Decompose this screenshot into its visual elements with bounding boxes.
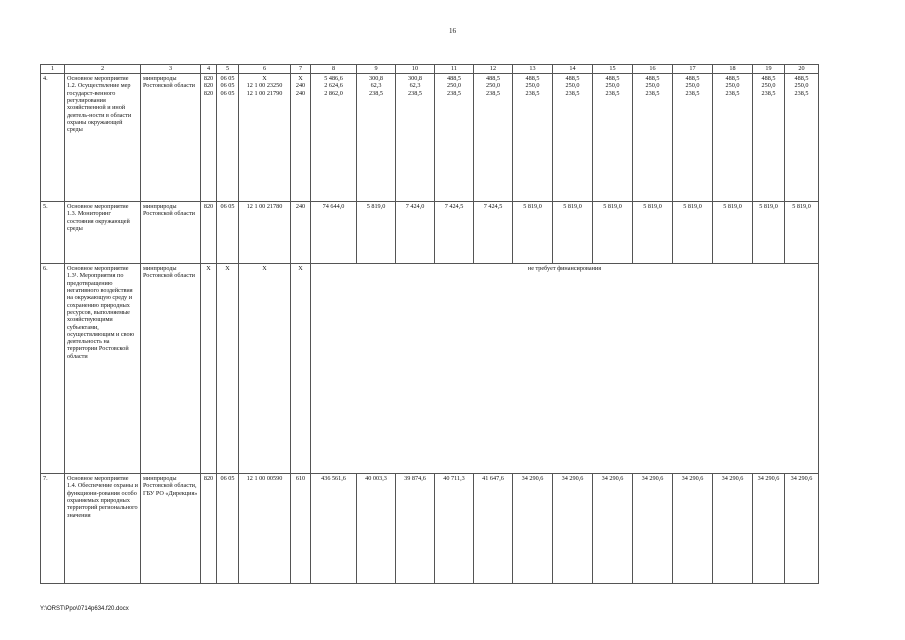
cell-value: 7 424,5 <box>444 203 464 210</box>
value-cell <box>593 202 633 264</box>
cell-value: 238,5 <box>486 89 500 97</box>
value-cell <box>357 474 396 584</box>
value-cell <box>553 474 593 584</box>
value-cell <box>633 202 673 264</box>
value-cell <box>474 202 513 264</box>
value-cell <box>753 474 785 584</box>
row-number: 6. <box>41 264 65 474</box>
cell-value: 250,0 <box>565 82 580 90</box>
cell-value: 250,0 <box>725 82 740 90</box>
cell-value: 5 819,0 <box>603 203 622 210</box>
cell-value: 34 290,6 <box>790 475 813 482</box>
value-cell <box>396 202 435 264</box>
cell-value: 820 <box>203 89 214 97</box>
column-header: 19 <box>753 65 785 74</box>
cell-value: 40 003,3 <box>365 475 387 482</box>
cell-value: 2 862,0 <box>324 89 343 97</box>
cell-value: 5 819,0 <box>792 203 811 210</box>
value-cell <box>633 474 673 584</box>
value-cell <box>217 474 239 584</box>
cell-value: 5 819,0 <box>759 203 778 210</box>
value-cell <box>217 202 239 264</box>
cell-value: 240 <box>295 89 306 97</box>
value-cell <box>753 202 785 264</box>
value-cell <box>311 74 357 202</box>
cell-value: 34 290,6 <box>561 475 584 482</box>
cell-value: 250,0 <box>685 82 700 90</box>
cell-value: 5 819,0 <box>683 203 702 210</box>
value-cell <box>673 202 713 264</box>
cell-value: 610 <box>295 475 306 482</box>
cell-value: 820 <box>203 75 214 82</box>
value-cell <box>785 74 819 202</box>
cell-value: 41 647,6 <box>482 475 504 482</box>
cell-value: 820 <box>203 82 214 90</box>
value-cell <box>291 474 311 584</box>
cell-value: 74 644,0 <box>322 203 345 210</box>
column-header: 7 <box>291 65 311 74</box>
cell-value: 488,5 <box>645 75 660 82</box>
column-header: 20 <box>785 65 819 74</box>
cell-value: X <box>262 265 267 272</box>
column-header: 15 <box>593 65 633 74</box>
cell-value: 240 <box>295 203 306 210</box>
column-header: 6 <box>239 65 291 74</box>
cell-value: 250,0 <box>645 82 660 90</box>
cell-value: 06 05 <box>220 82 235 90</box>
cell-value: 250,0 <box>486 82 500 90</box>
value-cell <box>553 74 593 202</box>
cell-value: 06 05 <box>220 203 235 210</box>
cell-value: 238,5 <box>685 89 700 97</box>
cell-value: 436 561,6 <box>321 475 346 482</box>
value-cell <box>291 74 311 202</box>
value-cell <box>785 202 819 264</box>
column-header: 17 <box>673 65 713 74</box>
column-header: 1 <box>41 65 65 74</box>
column-header: 12 <box>474 65 513 74</box>
value-cell <box>357 202 396 264</box>
value-cell <box>435 202 474 264</box>
column-header: 14 <box>553 65 593 74</box>
value-cell <box>513 202 553 264</box>
executor: минприроды Ростовской области <box>141 202 201 264</box>
cell-value: 238,5 <box>565 89 580 97</box>
cell-value: 238,5 <box>794 89 809 97</box>
event-name: Основное мероприятие 1.3. Мониторинг состояния окружающей среды <box>65 202 141 264</box>
column-header: 11 <box>435 65 474 74</box>
value-cell <box>593 74 633 202</box>
no-financing-note: не требует финансирования <box>311 264 819 474</box>
column-header: 8 <box>311 65 357 74</box>
event-name: Основное мероприятие 1.2. Осуществление мер государст-венного регулирования хозяйственной и иной деятель-ности в области охраны окружающей среды <box>65 74 141 202</box>
column-header: 3 <box>141 65 201 74</box>
cell-value: 488,5 <box>486 75 500 82</box>
cell-value: 250,0 <box>525 82 540 90</box>
cell-value: X <box>206 265 211 272</box>
table-row <box>41 74 819 202</box>
cell-value: 300,8 <box>369 75 383 82</box>
cell-value: 62,3 <box>409 82 421 90</box>
cell-value: 238,5 <box>645 89 660 97</box>
cell-value: X <box>262 75 267 82</box>
cell-value: 5 819,0 <box>643 203 662 210</box>
value-cell <box>396 474 435 584</box>
value-cell <box>291 264 311 474</box>
cell-value: 238,5 <box>761 89 776 97</box>
value-cell <box>239 474 291 584</box>
cell-value: 238,5 <box>447 89 461 97</box>
cell-value: 34 290,6 <box>757 475 780 482</box>
cell-value: 12 1 00 21780 <box>246 203 283 210</box>
value-cell <box>673 74 713 202</box>
cell-value: 820 <box>203 203 214 210</box>
cell-value: 06 05 <box>220 75 235 82</box>
value-cell <box>239 74 291 202</box>
value-cell <box>713 74 753 202</box>
cell-value: 250,0 <box>761 82 776 90</box>
cell-value: 12 1 00 23250 <box>246 82 283 90</box>
value-cell <box>713 202 753 264</box>
cell-value: 7 424,5 <box>483 203 503 210</box>
row-number: 5. <box>41 202 65 264</box>
column-header: 9 <box>357 65 396 74</box>
column-header: 4 <box>201 65 217 74</box>
value-cell <box>201 74 217 202</box>
cell-value: 488,5 <box>725 75 740 82</box>
cell-value: 238,5 <box>525 89 540 97</box>
header-row <box>41 65 819 74</box>
value-cell <box>201 474 217 584</box>
cell-value: 34 290,6 <box>681 475 704 482</box>
column-header: 16 <box>633 65 673 74</box>
value-cell <box>239 202 291 264</box>
value-cell <box>396 74 435 202</box>
cell-value: 40 711,3 <box>443 475 465 482</box>
cell-value: 34 290,6 <box>721 475 744 482</box>
column-header: 10 <box>396 65 435 74</box>
value-cell <box>201 202 217 264</box>
cell-value: 238,5 <box>605 89 620 97</box>
cell-value: 06 05 <box>220 475 235 482</box>
file-path: Y:\ORST\Ppo\0714p634.f20.docx <box>40 606 129 612</box>
cell-value: 34 290,6 <box>641 475 664 482</box>
financing-table <box>40 64 819 584</box>
cell-value: 250,0 <box>794 82 809 90</box>
cell-value: 300,8 <box>408 75 422 82</box>
cell-value: 238,5 <box>725 89 740 97</box>
value-cell <box>217 74 239 202</box>
value-cell <box>474 474 513 584</box>
cell-value: 238,5 <box>408 89 422 97</box>
value-cell <box>435 474 474 584</box>
cell-value: 238,5 <box>369 89 383 97</box>
row-number: 4. <box>41 74 65 202</box>
table-row <box>41 264 819 474</box>
cell-value: X <box>298 75 303 82</box>
column-header: 2 <box>65 65 141 74</box>
cell-value: 06 05 <box>220 89 235 97</box>
value-cell <box>217 264 239 474</box>
cell-value: 250,0 <box>447 82 461 90</box>
cell-value: 488,5 <box>447 75 461 82</box>
value-cell <box>513 74 553 202</box>
cell-value: 250,0 <box>605 82 620 90</box>
column-header: 13 <box>513 65 553 74</box>
cell-value: 488,5 <box>761 75 776 82</box>
executor: минприроды Ростовской области <box>141 264 201 474</box>
table-row <box>41 202 819 264</box>
cell-value: X <box>225 265 230 272</box>
row-number: 7. <box>41 474 65 584</box>
event-name: Основное мероприятие 1.4. Обеспечение охраны и функциони-рования особо охраняемых природных территорий регионального значения <box>65 474 141 584</box>
cell-value: 7 424,0 <box>405 203 425 210</box>
cell-value: 5 486,6 <box>324 75 343 82</box>
value-cell <box>513 474 553 584</box>
cell-value: 62,3 <box>370 82 382 90</box>
cell-value: 240 <box>295 82 306 90</box>
executor: минприроды Ростовской области, ГБУ РО «Дирекция» <box>141 474 201 584</box>
cell-value: 488,5 <box>794 75 809 82</box>
cell-value: 488,5 <box>525 75 540 82</box>
value-cell <box>593 474 633 584</box>
value-cell <box>291 202 311 264</box>
table-row <box>41 474 819 584</box>
value-cell <box>713 474 753 584</box>
cell-value: 39 874,6 <box>404 475 426 482</box>
column-header: 5 <box>217 65 239 74</box>
event-name: Основное мероприятие 1.3¹. Мероприятия по предотвращению негативного воздействия на окружающую среду и сохранению природных ресурсов, выполняемые хозяйствующими субъектами, осуществляющим и свою деятельность на территории Ростовской области <box>65 264 141 474</box>
value-cell <box>753 74 785 202</box>
cell-value: X <box>298 265 303 272</box>
value-cell <box>553 202 593 264</box>
value-cell <box>673 474 713 584</box>
cell-value: 488,5 <box>685 75 700 82</box>
value-cell <box>201 264 217 474</box>
column-header: 18 <box>713 65 753 74</box>
page-number: 16 <box>449 27 456 35</box>
cell-value: 34 290,6 <box>521 475 544 482</box>
value-cell <box>239 264 291 474</box>
cell-value: 820 <box>203 475 214 482</box>
value-cell <box>357 74 396 202</box>
cell-value: 488,5 <box>565 75 580 82</box>
cell-value: 5 819,0 <box>723 203 742 210</box>
value-cell <box>311 474 357 584</box>
value-cell <box>785 474 819 584</box>
cell-value: 34 290,6 <box>601 475 624 482</box>
value-cell <box>474 74 513 202</box>
cell-value: 488,5 <box>605 75 620 82</box>
executor: минприроды Ростовской области <box>141 74 201 202</box>
cell-value: 5 819,0 <box>523 203 542 210</box>
cell-value: 12 1 00 21790 <box>246 89 283 97</box>
cell-value: 5 819,0 <box>563 203 582 210</box>
cell-value: 5 819,0 <box>366 203 386 210</box>
cell-value: 2 624,6 <box>324 82 343 90</box>
cell-value: 12 1 00 00590 <box>246 475 283 482</box>
value-cell <box>633 74 673 202</box>
value-cell <box>311 202 357 264</box>
value-cell <box>435 74 474 202</box>
